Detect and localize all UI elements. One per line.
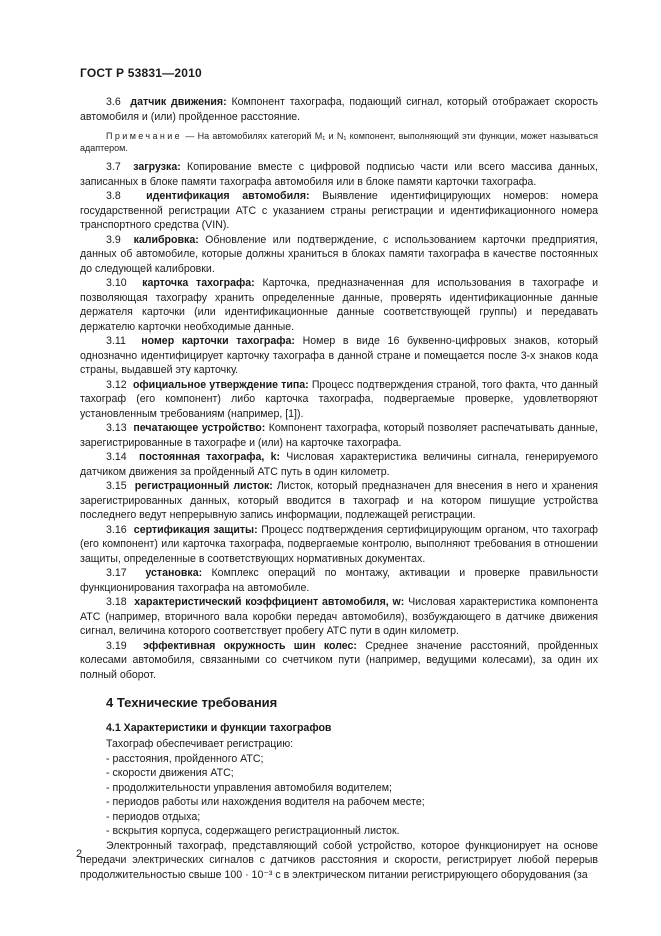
- registration-list: [80, 752, 598, 839]
- final-paragraph: Электронный тахограф, представляющий собой устройство, которое функционирует на основе передачи электрических сигналов с датчиков расстояния и скорости, регистрирует любой перерыв продолжительностью свыше 100 · 10⁻³ с в электрическом питании регистрирующего оборудования (за: [80, 839, 598, 881]
- definition-3-13: 3.13 печатающее устройство: Компонент тахографа, который позволяет распечатывать данные, зарегистрированные в тахографе и (или) на карточке тахографа.: [80, 422, 598, 449]
- list-item: - расстояния, пройденного АТС;: [106, 752, 264, 765]
- definition-3-8: 3.8 идентификация автомобиля: Выявление идентифицирующих номеров: номера государственной регистрации АТС с указанием страны регистрации и идентификационного номера транспортного средства (VIN).: [80, 190, 598, 231]
- list-item: - скорости движения АТС;: [106, 767, 234, 779]
- definition-3-17: 3.17 установка: Комплекс операций по монтажу, активации и проверке правильности функционирования тахографа на автомобиле.: [80, 567, 598, 594]
- page-content: [80, 95, 598, 882]
- document-header: ГОСТ Р 53831—2010: [80, 66, 202, 80]
- definition-3-19: 3.19 эффективная окружность шин колес: Среднее значение расстояний, пройденных колесами автомобиля, связанными со счетчиком пути (например, ведущими колесами), за один их полный оборот.: [80, 639, 598, 681]
- section-title: 4 Технические требования: [106, 695, 278, 710]
- definition-3-11: 3.11 номер карточки тахографа: Номер в виде 16 буквенно-цифровых знаков, который однозначно идентифицирует карточку тахографа в данной стране и помещается после 3-х знаков кода страны, выдавшей эту карточку.: [80, 335, 598, 376]
- page-number: 2: [76, 848, 83, 860]
- definition-3-6: 3.6 датчик движения: Компонент тахографа, подающий сигнал, который отображает скорость автомобиля и (или) пройденное расстояние.: [80, 96, 598, 123]
- definition-3-12: 3.12 официальное утверждение типа: Процесс подтверждения страной, того факта, что данный тахограф (его компонент) либо карточка тахографа, подвергаемые проверке, удовлетворяют установленным требованиям (например, [1]).: [80, 378, 598, 420]
- note: Примечание — На автомобилях категорий M₁ и N₁ компонент, выполняющий эти функции, может называться адаптером.: [80, 131, 598, 153]
- section-intro: Тахограф обеспечивает регистрацию:: [106, 738, 294, 750]
- definition-3-14: 3.14 постоянная тахографа, k: Числовая характеристика величины сигнала, генерируемого датчиком движения за пройденный АТС путь в один километр.: [80, 451, 598, 478]
- definition-3-15: 3.15 регистрационный листок: Листок, который предназначен для внесения в него и хранения зарегистрированных данных, который вводится в тахограф и на котором пишущие устройства последнего ведут непрерывную запись информации, подлежащей регистрации.: [80, 480, 598, 521]
- list-item: - продолжительности управления автомобиля водителем;: [106, 781, 393, 794]
- definition-3-18: 3.18 характеристический коэффициент автомобиля, w: Числовая характеристика компонента АТС (например, вторичного вала коробки передач автомобиля), возбуждающего в датчике движения сигнал, величина которого соответствует пробегу АТС пути в один километр.: [80, 596, 598, 637]
- definition-3-7: 3.7 загрузка: Копирование вместе с цифровой подписью части или всего массива данных, записанных в блоке памяти тахографа автомобиля или в блоке памяти карточки тахографа.: [80, 161, 598, 188]
- definition-3-16: 3.16 сертификация защиты: Процесс подтверждения сертифицирующим органом, что тахограф (его компонент) или карточка тахографа, подвергаемые контролю, выполняют требования в отношении защиты, определенные в соответствующих нормативных документах.: [80, 523, 598, 565]
- definition-3-10: 3.10 карточка тахографа: Карточка, предназначенная для использования в тахографе и позволяющая тахографу хранить определенные данные, проверять идентификационные данные держателя карточки (или идентификационные данные соответствующей группы) и передавать держателю карточки необходимые данные.: [80, 277, 598, 333]
- list-item: - вскрытия корпуса, содержащего регистрационный листок.: [106, 825, 400, 837]
- definition-3-9: 3.9 калибровка: Обновление или подтверждение, с использованием карточки предприятия, данных об автомобиле, которые должны храниться в блоках памяти тахографа в качестве постоянных до следующей калибровки.: [80, 233, 598, 275]
- list-item: - периодов отдыха;: [106, 810, 201, 823]
- list-item: - периодов работы или нахождения водителя на рабочем месте;: [106, 796, 425, 808]
- subsection-title: 4.1 Характеристики и функции тахографов: [106, 721, 332, 734]
